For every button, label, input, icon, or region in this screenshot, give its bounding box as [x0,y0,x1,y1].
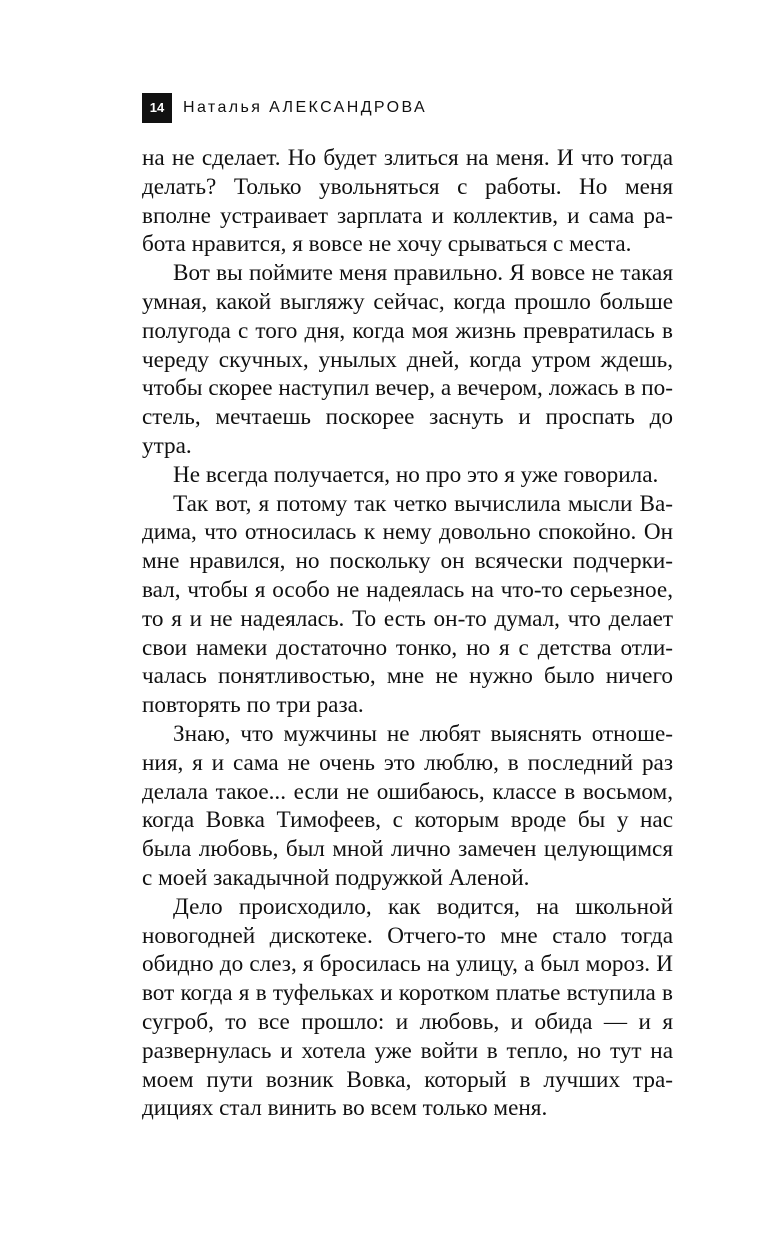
paragraph: Так вот, я потому так четко вычислила мысли Вадима, что относилась к нему довольно спокойно. Он мне нравился, но поскольку он всячески подчеркивал, чтобы я особо не надеялась на что-то серьезное, то я и не надеялась. То есть он-то думал, что делает свои намеки достаточно тонко, но я с детства отличалась понятливостью, мне не нужно было ничего повторять по три раза. [142,490,673,719]
author-name: Наталья АЛЕКСАНДРОВА [183,99,428,116]
paragraph: Не всегда получается, но про это я уже говорила. [173,461,659,488]
body-text [142,144,673,1123]
paragraph: Дело происходило, как водится, на школьной новогодней дискотеке. Отчего-то мне стало тогда обидно до слез, я бросилась на улицу, а был мороз. И вот когда я в туфельках и коротком платье вступила в сугроб, то все прошло: и любовь, и обида — и я развернулась и хотела уже войти в тепло, но тут на моем пути возник Вовка, который в лучших традициях стал винить во всем только меня. [142,893,673,1122]
paragraph: на не сделает. Но будет злиться на меня. И что тогда делать? Только увольняться с работы. Но меня вполне устраивает зарплата и коллектив, и сама работа нравится, я вовсе не хочу срываться с места. [142,145,673,258]
paragraph: Знаю, что мужчины не любят выяснять отношения, я и сама не очень это люблю, в последний раз делала такое... если не ошибаюсь, классе в восьмом, когда Вовка Тимофеев, с которым вроде бы у нас была любовь, был мной лично замечен целующимся с моей закадычной подружкой Аленой. [142,720,673,891]
page-number: 14 [142,93,172,123]
running-header [142,92,427,124]
paragraph: Вот вы поймите меня правильно. Я вовсе не такая умная, какой выгляжу сейчас, когда прошло больше полугода с того дня, когда моя жизнь превратилась в череду скучных, унылых дней, когда утром ждешь, чтобы скорее наступил вечер, а вечером, ложась в постель, мечтаешь поскорее заснуть и проспать до утра. [142,260,673,459]
